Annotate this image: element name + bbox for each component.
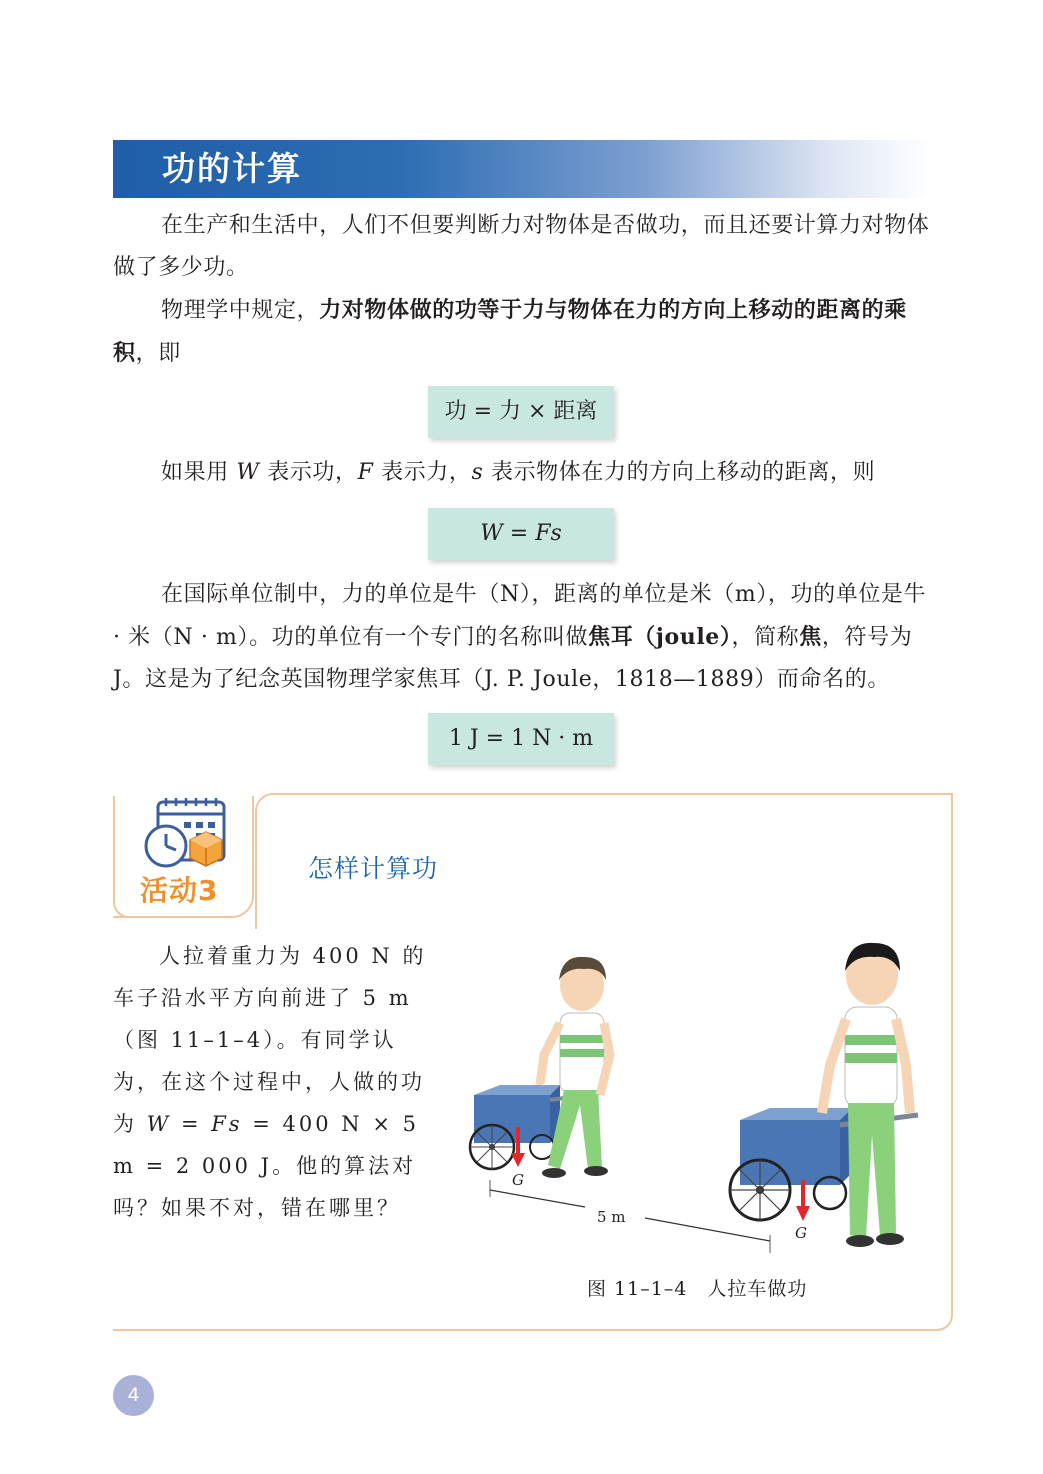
boy-left: [540, 957, 610, 1178]
paragraph-4: [113, 574, 931, 701]
formula-W-Fs: [428, 508, 614, 560]
activity-question-text: [113, 935, 443, 1229]
formula-3-text: 1 J = 1 N · m: [448, 726, 594, 751]
p4-a: 在国际单位制中，力的单位是牛（N），距离的单位是米（m），功的单位是牛 · 米（N · m）。功的单位有一个专门的名称叫做: [113, 582, 927, 650]
symbol-W: W: [236, 460, 260, 485]
activity-question: [113, 935, 443, 1229]
p3-b: 表示功，: [259, 460, 358, 485]
formula-2-eq: =: [502, 521, 536, 546]
activity-label: 活动3: [140, 874, 219, 907]
activity-text-b: = 400 N × 5 m = 2 000 J。他的算法对吗？如果不对，错在哪里？: [113, 1112, 419, 1220]
unit-paragraph: [113, 574, 931, 701]
activity-Fs: Fs: [211, 1112, 243, 1136]
section-title: 功的计算: [162, 149, 302, 188]
page-number: 4: [113, 1375, 154, 1416]
activity-text-a: 人拉着重力为 400 N 的车子沿水平方向前进了 5 m（图 11–1–4）。有同学认为，在这个过程中，人做的功为: [113, 944, 427, 1136]
p4-c: ，符号为J。这是为了纪念英国物理学家焦耳（J. P. Joule，1818—1889）而命名的。: [113, 625, 913, 692]
pulling-cart-figure: [460, 935, 940, 1265]
paragraph-3: [113, 452, 931, 494]
paragraph-1: 在生产和生活中，人们不但要判断力对物体是否做功，而且还要计算力对物体做了多少功。: [113, 213, 930, 280]
symbol-F: F: [357, 460, 374, 485]
formula-2-W: W: [480, 521, 503, 546]
p3-a: 如果用: [161, 460, 237, 485]
p3-d: 表示物体在力的方向上移动的距离，则: [483, 460, 876, 485]
p2-tail: ，即: [135, 341, 181, 366]
distance-label: 5 m: [597, 1208, 626, 1226]
force-label-left: G: [512, 1171, 524, 1189]
formula-2-Fs: Fs: [535, 521, 562, 546]
formula-1-text: 功 = 力 × 距离: [444, 399, 598, 424]
symbol-s: s: [471, 460, 484, 485]
force-label-right: G: [795, 1224, 807, 1242]
symbol-paragraph: [113, 452, 931, 494]
paragraph-2: [113, 289, 931, 375]
intro-text: [113, 205, 931, 375]
activity-badge-left-edge: [113, 796, 129, 918]
boy-right: [822, 943, 910, 1247]
figure-caption: 图 11–1–4 人拉车做功: [587, 1278, 808, 1300]
p3-c: 表示力，: [373, 460, 472, 485]
activity-heading: 怎样计算功: [308, 854, 439, 883]
work-definition: 力对物体做的功等于力与物体在力的方向上移动的距离的乘积: [113, 297, 907, 366]
calendar-clock-box-icon: [138, 796, 230, 872]
activity-W: W: [146, 1112, 172, 1136]
term-joule: 焦耳（joule）: [588, 624, 732, 650]
term-jiao: 焦: [799, 624, 822, 650]
formula-joule: [428, 713, 614, 765]
formula-work-word: [428, 386, 614, 438]
p2-lead: 物理学中规定，: [161, 298, 320, 323]
activity-eq: =: [171, 1112, 212, 1136]
p4-b: ，简称: [731, 625, 800, 650]
